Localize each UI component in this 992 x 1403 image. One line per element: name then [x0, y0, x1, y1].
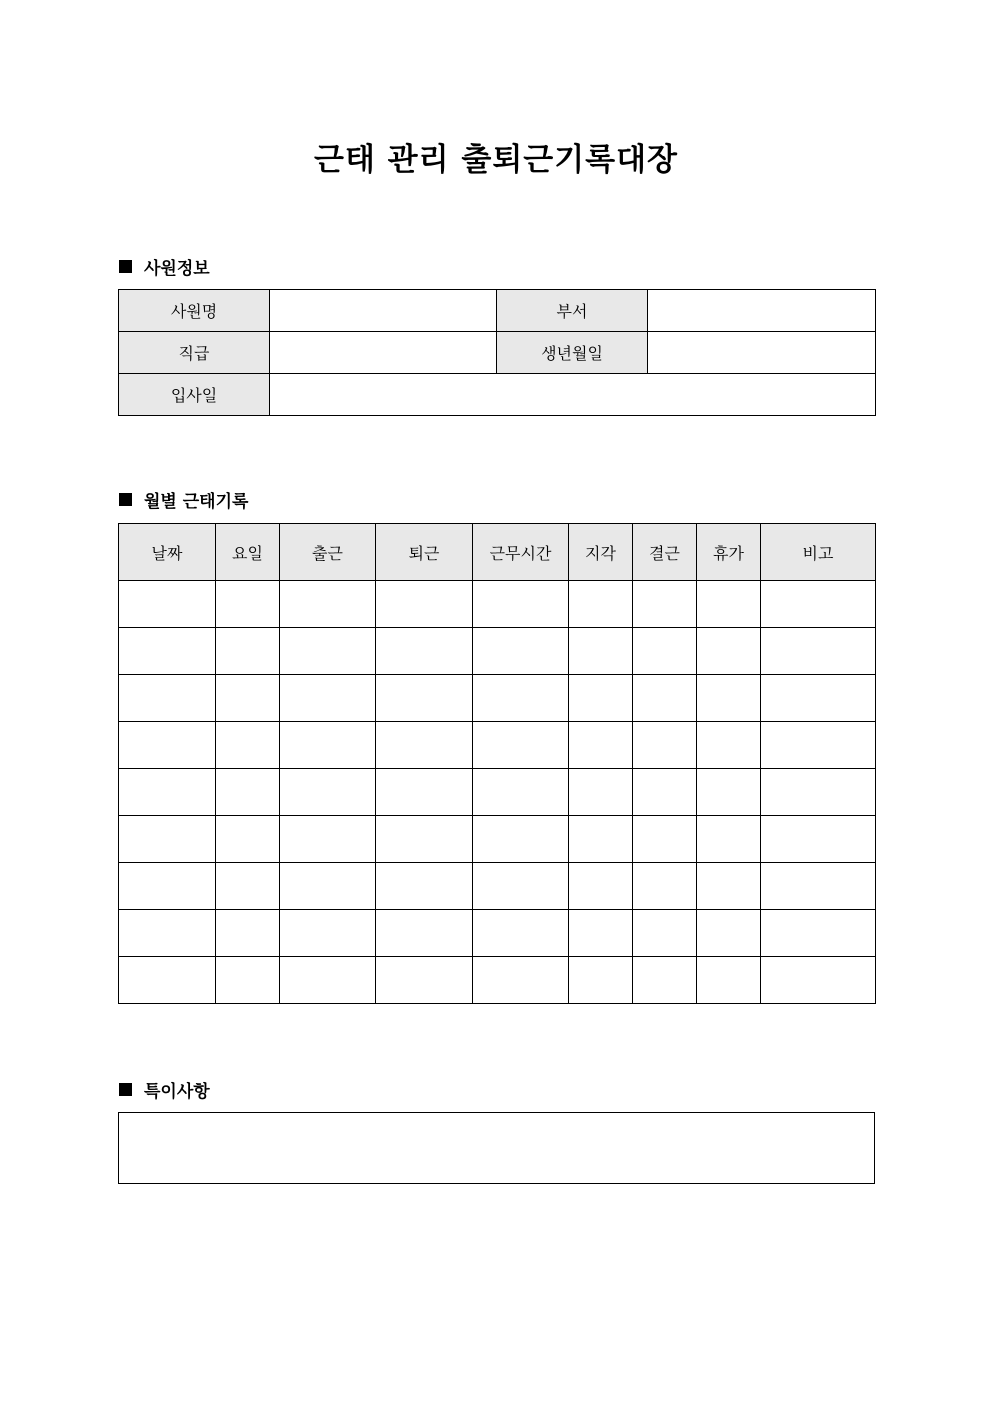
birthdate-field[interactable] [648, 332, 876, 374]
attendance-cell[interactable] [216, 722, 280, 769]
attendance-cell[interactable] [216, 675, 280, 722]
attendance-cell[interactable] [280, 675, 376, 722]
section-title: 사원정보 [144, 259, 210, 279]
attendance-cell[interactable] [633, 863, 697, 910]
table-row [119, 581, 876, 628]
attendance-cell[interactable] [697, 675, 761, 722]
column-header: 결근 [633, 524, 697, 581]
attendance-cell[interactable] [761, 957, 876, 1004]
hire-date-label: 입사일 [119, 374, 270, 416]
attendance-cell[interactable] [761, 769, 876, 816]
attendance-table [118, 523, 876, 1004]
position-field[interactable] [270, 332, 497, 374]
attendance-cell[interactable] [216, 628, 280, 675]
attendance-header-row [119, 524, 876, 581]
section-employee-info [119, 254, 210, 279]
table-row [119, 769, 876, 816]
attendance-cell[interactable] [697, 816, 761, 863]
attendance-cell[interactable] [119, 816, 216, 863]
attendance-cell[interactable] [761, 581, 876, 628]
attendance-cell[interactable] [569, 816, 633, 863]
attendance-cell[interactable] [633, 769, 697, 816]
attendance-cell[interactable] [633, 910, 697, 957]
attendance-cell[interactable] [633, 675, 697, 722]
attendance-cell[interactable] [280, 957, 376, 1004]
table-row [119, 863, 876, 910]
attendance-cell[interactable] [280, 628, 376, 675]
attendance-cell[interactable] [119, 581, 216, 628]
attendance-cell[interactable] [569, 863, 633, 910]
attendance-cell[interactable] [761, 910, 876, 957]
attendance-cell[interactable] [376, 957, 473, 1004]
table-row [119, 628, 876, 675]
attendance-cell[interactable] [569, 581, 633, 628]
attendance-cell[interactable] [216, 957, 280, 1004]
attendance-cell[interactable] [697, 628, 761, 675]
attendance-cell[interactable] [216, 863, 280, 910]
column-header: 비고 [761, 524, 876, 581]
attendance-cell[interactable] [119, 722, 216, 769]
attendance-cell[interactable] [473, 910, 569, 957]
attendance-cell[interactable] [761, 816, 876, 863]
attendance-cell[interactable] [216, 910, 280, 957]
attendance-cell[interactable] [376, 722, 473, 769]
table-row [119, 290, 876, 332]
attendance-cell[interactable] [216, 769, 280, 816]
name-label: 사원명 [119, 290, 270, 332]
attendance-cell[interactable] [119, 910, 216, 957]
attendance-cell[interactable] [633, 957, 697, 1004]
attendance-cell[interactable] [376, 816, 473, 863]
attendance-cell[interactable] [376, 769, 473, 816]
name-field[interactable] [270, 290, 497, 332]
attendance-cell[interactable] [697, 769, 761, 816]
attendance-cell[interactable] [761, 675, 876, 722]
attendance-cell[interactable] [376, 675, 473, 722]
column-header: 날짜 [119, 524, 216, 581]
notes-field[interactable] [118, 1112, 875, 1184]
hire-date-field[interactable] [270, 374, 876, 416]
attendance-cell[interactable] [119, 769, 216, 816]
column-header: 휴가 [697, 524, 761, 581]
attendance-cell[interactable] [569, 628, 633, 675]
table-row [119, 675, 876, 722]
attendance-cell[interactable] [216, 816, 280, 863]
attendance-cell[interactable] [473, 769, 569, 816]
page-title: 근태 관리 출퇴근기록대장 [314, 142, 678, 178]
attendance-cell[interactable] [473, 581, 569, 628]
table-row [119, 722, 876, 769]
square-bullet-icon [119, 1083, 132, 1096]
attendance-cell[interactable] [280, 769, 376, 816]
column-header: 출근 [280, 524, 376, 581]
attendance-cell[interactable] [633, 722, 697, 769]
table-row [119, 332, 876, 374]
attendance-cell[interactable] [473, 628, 569, 675]
attendance-cell[interactable] [761, 722, 876, 769]
attendance-cell[interactable] [633, 581, 697, 628]
column-header: 지각 [569, 524, 633, 581]
attendance-cell[interactable] [280, 816, 376, 863]
attendance-cell[interactable] [473, 863, 569, 910]
birthdate-label: 생년월일 [497, 332, 648, 374]
position-label: 직급 [119, 332, 270, 374]
attendance-cell[interactable] [473, 957, 569, 1004]
attendance-cell[interactable] [280, 722, 376, 769]
attendance-cell[interactable] [633, 628, 697, 675]
attendance-cell[interactable] [376, 863, 473, 910]
department-field[interactable] [648, 290, 876, 332]
section-title: 월별 근태기록 [144, 492, 249, 512]
attendance-cell[interactable] [569, 957, 633, 1004]
table-row [119, 816, 876, 863]
attendance-cell[interactable] [119, 628, 216, 675]
attendance-cell[interactable] [119, 957, 216, 1004]
attendance-cell[interactable] [569, 722, 633, 769]
attendance-cell[interactable] [697, 581, 761, 628]
attendance-cell[interactable] [569, 769, 633, 816]
attendance-cell[interactable] [280, 863, 376, 910]
square-bullet-icon [119, 260, 132, 273]
attendance-cell[interactable] [376, 910, 473, 957]
section-title: 특이사항 [144, 1082, 210, 1102]
square-bullet-icon [119, 493, 132, 506]
attendance-cell[interactable] [761, 863, 876, 910]
attendance-cell[interactable] [569, 910, 633, 957]
attendance-cell[interactable] [280, 581, 376, 628]
attendance-cell[interactable] [119, 863, 216, 910]
attendance-cell[interactable] [697, 910, 761, 957]
department-label: 부서 [497, 290, 648, 332]
attendance-cell[interactable] [761, 628, 876, 675]
attendance-cell[interactable] [697, 957, 761, 1004]
table-row [119, 374, 876, 416]
attendance-cell[interactable] [119, 675, 216, 722]
attendance-cell[interactable] [633, 816, 697, 863]
table-row [119, 957, 876, 1004]
attendance-cell[interactable] [697, 722, 761, 769]
section-notes [119, 1077, 210, 1102]
attendance-cell[interactable] [569, 675, 633, 722]
attendance-cell[interactable] [216, 581, 280, 628]
attendance-cell[interactable] [473, 675, 569, 722]
attendance-cell[interactable] [376, 581, 473, 628]
column-header: 요일 [216, 524, 280, 581]
column-header: 퇴근 [376, 524, 473, 581]
employee-info-table [118, 289, 876, 416]
attendance-cell[interactable] [473, 816, 569, 863]
column-header: 근무시간 [473, 524, 569, 581]
table-row [119, 910, 876, 957]
attendance-cell[interactable] [473, 722, 569, 769]
section-monthly-attendance [119, 487, 248, 512]
attendance-cell[interactable] [376, 628, 473, 675]
attendance-cell[interactable] [697, 863, 761, 910]
attendance-cell[interactable] [280, 910, 376, 957]
